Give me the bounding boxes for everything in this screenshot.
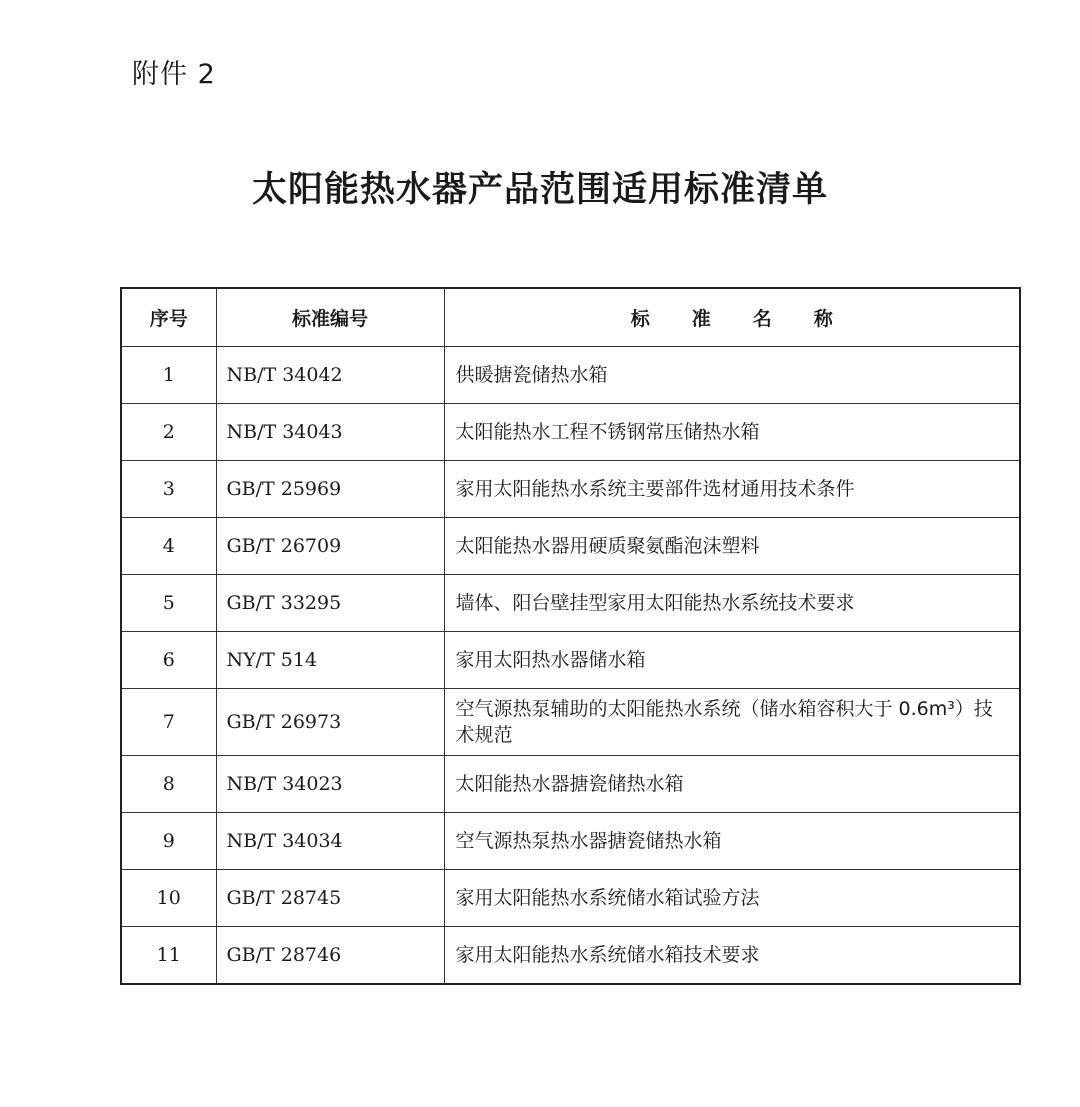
row-no: 8 xyxy=(121,756,216,813)
row-name: 家用太阳能热水系统储水箱技术要求 xyxy=(444,927,1020,985)
row-code: NB/T 34023 xyxy=(216,756,444,813)
header-name: 标准名称 xyxy=(444,288,1020,347)
row-no: 7 xyxy=(121,689,216,756)
row-name: 家用太阳能热水系统主要部件选材通用技术条件 xyxy=(444,461,1020,518)
row-code: NB/T 34042 xyxy=(216,347,444,404)
table-row xyxy=(121,461,1020,518)
row-no: 6 xyxy=(121,632,216,689)
row-name: 空气源热泵热水器搪瓷储热水箱 xyxy=(444,813,1020,870)
table-row xyxy=(121,632,1020,689)
table-row xyxy=(121,870,1020,927)
header-no: 序号 xyxy=(121,288,216,347)
row-no: 2 xyxy=(121,404,216,461)
row-name: 家用太阳热水器储水箱 xyxy=(444,632,1020,689)
row-name: 墙体、阳台壁挂型家用太阳能热水系统技术要求 xyxy=(444,575,1020,632)
row-name: 太阳能热水器搪瓷储热水箱 xyxy=(444,756,1020,813)
row-code: NB/T 34034 xyxy=(216,813,444,870)
row-name: 家用太阳能热水系统储水箱试验方法 xyxy=(444,870,1020,927)
row-code: GB/T 26973 xyxy=(216,689,444,756)
row-name: 太阳能热水器用硬质聚氨酯泡沫塑料 xyxy=(444,518,1020,575)
table-row xyxy=(121,756,1020,813)
row-no: 9 xyxy=(121,813,216,870)
row-code: GB/T 25969 xyxy=(216,461,444,518)
table-row xyxy=(121,927,1020,985)
row-code: NY/T 514 xyxy=(216,632,444,689)
table-row xyxy=(121,575,1020,632)
row-no: 4 xyxy=(121,518,216,575)
row-code: GB/T 33295 xyxy=(216,575,444,632)
table-row xyxy=(121,404,1020,461)
document-title: 太阳能热水器产品范围适用标准清单 xyxy=(251,169,828,210)
table-row xyxy=(121,518,1020,575)
row-no: 11 xyxy=(121,927,216,985)
row-no: 1 xyxy=(121,347,216,404)
row-name: 供暖搪瓷储热水箱 xyxy=(444,347,1020,404)
table-row xyxy=(121,813,1020,870)
table-row xyxy=(121,347,1020,404)
row-name: 空气源热泵辅助的太阳能热水系统（储水箱容积大于 0.6m³）技术规范 xyxy=(444,689,1020,756)
row-no: 10 xyxy=(121,870,216,927)
attachment-label: 附件 2 xyxy=(132,59,216,90)
row-no: 5 xyxy=(121,575,216,632)
row-no: 3 xyxy=(121,461,216,518)
standards-table xyxy=(120,287,1021,985)
row-code: GB/T 26709 xyxy=(216,518,444,575)
row-code: GB/T 28746 xyxy=(216,927,444,985)
row-code: NB/T 34043 xyxy=(216,404,444,461)
row-code: GB/T 28745 xyxy=(216,870,444,927)
header-code: 标准编号 xyxy=(216,288,444,347)
row-name: 太阳能热水工程不锈钢常压储热水箱 xyxy=(444,404,1020,461)
table-row xyxy=(121,689,1020,756)
table-header-row xyxy=(121,288,1020,347)
